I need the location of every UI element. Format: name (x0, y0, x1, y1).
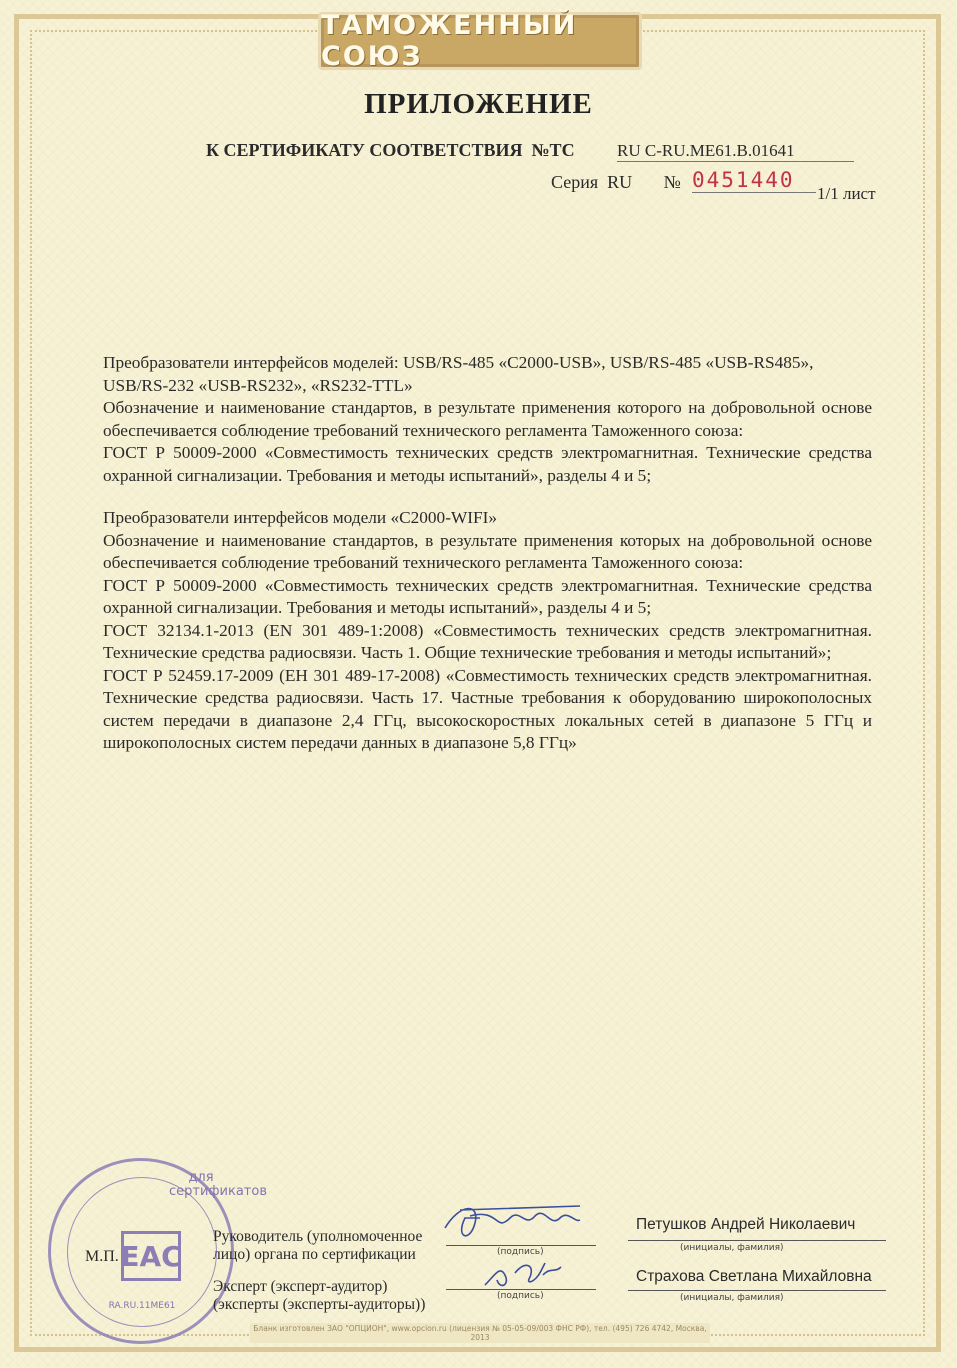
block1-standards-intro: Обозначение и наименование стандартов, в результате применения которого на добровольной основе обеспечивается соблюдение требований технического регламента Таможенного союза: (103, 398, 872, 440)
seal-place-label: М.П. (85, 1248, 119, 1265)
head-signature-caption: (подпись) (497, 1247, 544, 1257)
expert-name: Страхова Светлана Михайловна (636, 1268, 872, 1285)
head-name-line (628, 1240, 886, 1241)
block2-gost-52459: ГОСТ Р 52459.17-2009 (ЕН 301 489-17-2008) «Совместимость технических средств электромагнитная. Технические средства радиосвязи. Часть 17. Частные требования к оборудованию широкополосных систем передачи в диапазоне 2,4 ГГц, высокоскоростных локальных сетей в диапазоне 5 ГГц и широкополосных систем передачи данных в диапазоне 5,8 ГГц» (103, 665, 872, 752)
banner-text: ТАМОЖЕННЫЙ СОЮЗ (321, 10, 578, 72)
expert-initials-caption: (инициалы, фамилия) (680, 1293, 784, 1303)
series-label: Серия (551, 172, 599, 192)
expert-label-line2: (эксперты (эксперты-аудиторы)) (213, 1296, 426, 1313)
block2-products: Преобразователи интерфейсов модели «C2000-WIFI» (103, 508, 498, 527)
head-label-line2: лицо) органа по сертификации (213, 1246, 416, 1263)
head-label-line1: Руководитель (уполномоченное (213, 1228, 423, 1245)
page-title: ПРИЛОЖЕНИЕ (364, 88, 593, 120)
certificate-number: RU C-RU.ME61.B.01641 (617, 141, 854, 162)
certificate-label (206, 140, 575, 161)
expert-signature (475, 1245, 585, 1295)
eac-mark: ЕАС (121, 1231, 181, 1281)
stamp-for-certificates: для сертификатов (169, 1170, 267, 1199)
head-signature (440, 1198, 590, 1248)
series-line (551, 172, 681, 193)
series-value: RU (607, 172, 633, 192)
stamp-registry: RA.RU.11ME61 (108, 1301, 176, 1311)
expert-signature-caption: (подпись) (497, 1291, 544, 1301)
block1-gost: ГОСТ Р 50009-2000 «Совместимость технических средств электромагнитная. Технические средства охранной сигнализации. Требования и методы испытаний», разделы 4 и 5; (103, 443, 872, 485)
serial-number: 0451440 (692, 168, 816, 193)
certificate-body (103, 352, 872, 755)
block2-gost-50009: ГОСТ Р 50009-2000 «Совместимость технических средств электромагнитная. Технические средства охранной сигнализации. Требования и методы испытаний», разделы 4 и 5; (103, 575, 872, 617)
cert-prefix: №ТС (531, 140, 575, 160)
customs-union-banner (318, 12, 642, 70)
blank-footer: Бланк изготовлен ЗАО "ОПЦИОН", www.opcion.ru (лицензия № 05-05-09/003 ФНС РФ), тел. (495) 726 4742, Москва, 2013 (250, 1323, 710, 1343)
sheet-count: 1/1 лист (817, 184, 876, 203)
expert-label-line1: Эксперт (эксперт-аудитор) (213, 1278, 388, 1295)
expert-name-line (628, 1290, 886, 1291)
head-initials-caption: (инициалы, фамилия) (680, 1243, 784, 1253)
certification-stamp (48, 1158, 267, 1344)
block1-products: Преобразователи интерфейсов моделей: USB/RS-485 «C2000-USB», USB/RS-485 «USB-RS485», USB/RS-232 «USB-RS232», «RS232-TTL» (103, 353, 814, 395)
block2-gost-32134: ГОСТ 32134.1-2013 (EN 301 489-1:2008) «Совместимость технических средств электромагнитная. Технические средства радиосвязи. Часть 1. Общие технические требования и методы испытаний»; (103, 620, 872, 662)
expert-label (213, 1278, 425, 1314)
cert-label-text: К СЕРТИФИКАТУ СООТВЕТСТВИЯ (206, 140, 523, 160)
number-symbol: № (663, 172, 681, 192)
head-name: Петушков Андрей Николаевич (636, 1216, 856, 1233)
expert-signature-line (446, 1289, 596, 1290)
head-label (213, 1228, 422, 1264)
block2-standards-intro: Обозначение и наименование стандартов, в результате применения которых на добровольной основе обеспечивается соблюдение требований технического регламента Таможенного союза: (103, 530, 872, 572)
